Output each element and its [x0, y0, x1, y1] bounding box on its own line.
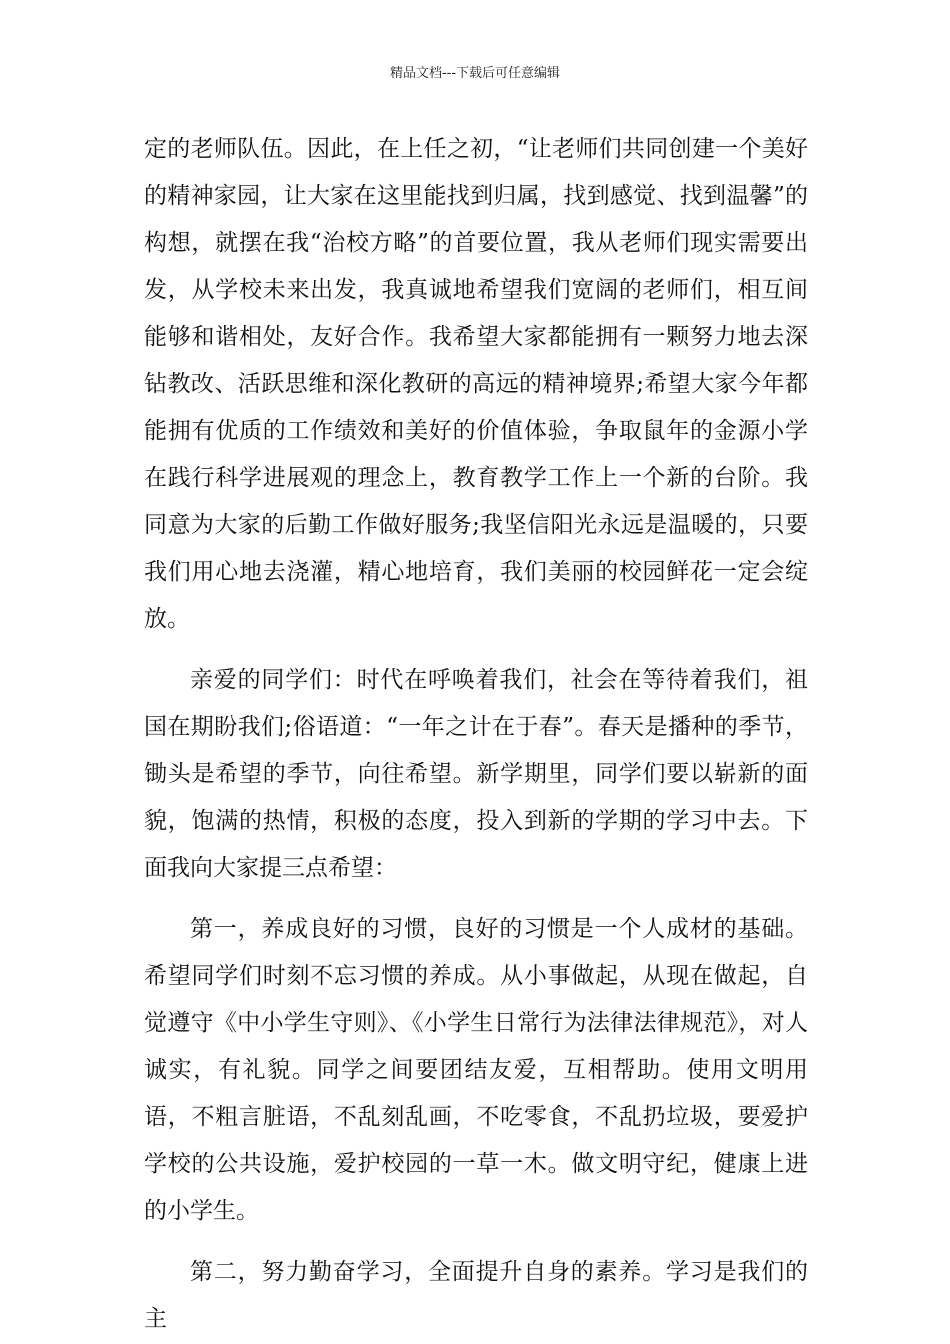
- document-body: [144, 126, 808, 1343]
- paragraph-students-address: 亲爱的同学们：时代在呼唤着我们，社会在等待着我们，祖国在期盼我们;俗语道：“一年之计在于春”。春天是播种的季节，锄头是希望的季节，向往希望。新学期里，同学们要以崭新的面貌，饱满的热情，积极的态度，投入到新的学期的学习中去。下面我向大家提三点希望：: [144, 667, 808, 881]
- paragraph-second-hope: 第二，努力勤奋学习，全面提升自身的素养。学习是我们的主: [144, 1259, 808, 1332]
- paragraph-teachers-continued: 定的老师队伍。因此，在上任之初，“让老师们共同创建一个美好的精神家园，让大家在这里能找到归属，找到感觉、找到温馨”的构想，就摆在我“治校方略”的首要位置，我从老师们现实需要出发，从学校未来出发，我真诚地希望我们宽阔的老师们，相互间能够和谐相处，友好合作。我希望大家都能拥有一颗努力地去深钻教改、活跃思维和深化教研的高远的精神境界;希望大家今年都能拥有优质的工作绩效和美好的价值体验，争取鼠年的金源小学在践行科学进展观的理念上，教育教学工作上一个新的台阶。我同意为大家的后勤工作做好服务;我坚信阳光永远是温暖的，只要我们用心地去浇灌，精心地培育，我们美丽的校园鲜花一定会绽放。: [144, 136, 808, 632]
- page-header: 精品文档---下载后可任意编辑: [389, 66, 561, 81]
- paragraph-first-hope: 第一，养成良好的习惯，良好的习惯是一个人成材的基础。希望同学们时刻不忘习惯的养成。从小事做起，从现在做起，自觉遵守《中小学生守则》、《小学生日常行为法律法律规范》，对人诚实，有礼貌。同学之间要团结友爱，互相帮助。使用文明用语，不粗言脏语，不乱刻乱画，不吃零食，不乱扔垃圾，要爱护学校的公共设施，爱护校园的一草一木。做文明守纪，健康上进的小学生。: [144, 916, 808, 1224]
